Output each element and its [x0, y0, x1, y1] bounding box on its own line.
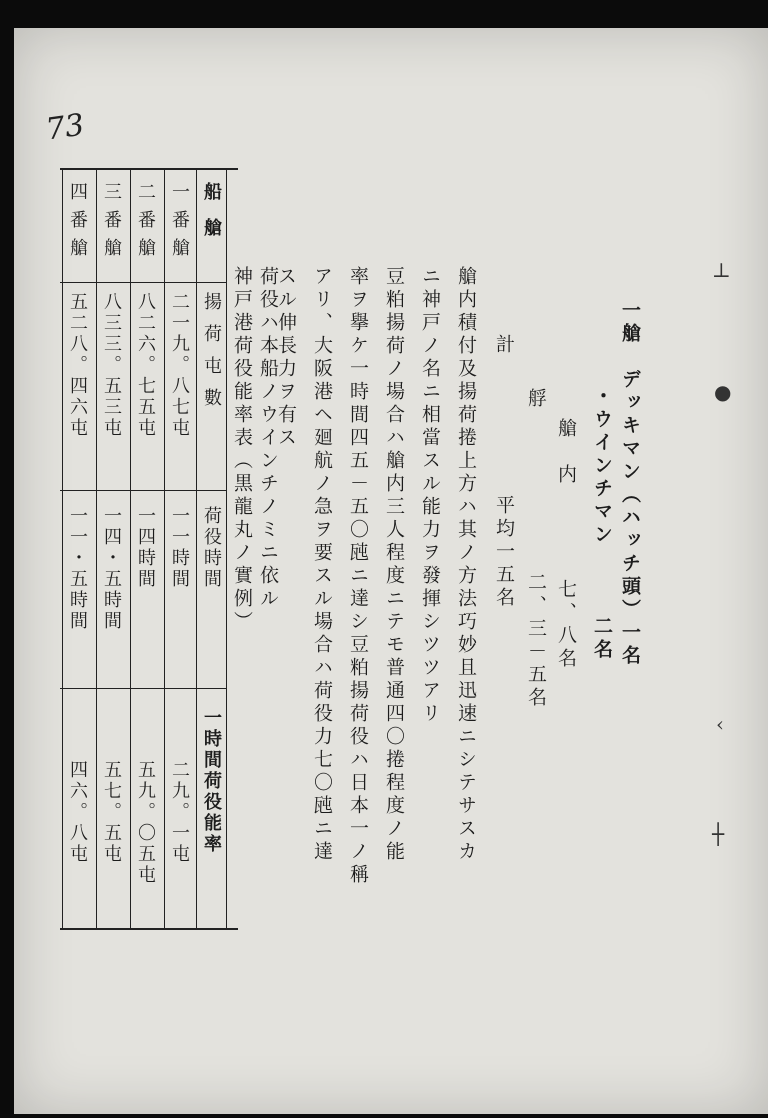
table-cell: 一番艙 [169, 182, 190, 266]
table-cell: 一一・五時間 [67, 506, 88, 632]
table-cell: 四番艙 [67, 182, 88, 266]
page-number: 73 [43, 107, 87, 148]
table-border [226, 168, 227, 928]
table-cell: 四六。八屯 [67, 760, 88, 865]
table-cell: 五二八。四六屯 [67, 292, 88, 439]
text-line-7: ニ神戸ノ名ニ相當スル能力ヲ發揮シツツアリ [419, 266, 441, 726]
table-cell: 五七。五屯 [101, 760, 122, 865]
scan-mark: ● [714, 380, 732, 404]
table-cell: 五九。〇五屯 [135, 760, 156, 886]
text-line-8: 豆粕揚荷ノ場合ハ艙内三人程度ニテモ普通四〇捲程度ノ能 [383, 266, 405, 864]
table-cell: 二一九。八七屯 [169, 292, 190, 439]
table-cell: 三番艙 [101, 182, 122, 266]
table-bottom-rule [60, 928, 238, 930]
text-line-6: 艙内積付及揚荷捲上方ハ其ノ方法巧妙且迅速ニシテサスカ [455, 266, 477, 864]
table-border [60, 282, 226, 283]
text-line-13: 神戸港荷役能率表（黒龍丸ノ實例） [231, 266, 253, 634]
table-border [60, 490, 226, 491]
text-line-5: 計 平均一五名 [493, 334, 515, 610]
scan-mark: ┼ [712, 822, 725, 846]
text-line-2: ・ウインチマン 二名 [591, 386, 613, 662]
table-cell: 八三三。五三屯 [101, 292, 122, 439]
scan-mark: ‹ [716, 712, 724, 736]
text-line-12: 荷役ハ本船ノウインチノミニ依ル [257, 266, 279, 611]
table-header-hold: 船艙 [201, 182, 222, 254]
text-line-11: スル伸長力ヲ有ス [275, 266, 297, 450]
table-cell: 二九。一屯 [169, 760, 190, 865]
table-border [60, 688, 226, 689]
text-line-3: 艙 内 七、八名 [555, 418, 577, 671]
text-line-10: アリ、大阪港ヘ廻航ノ急ヲ要スル場合ハ荷役力七〇瓲ニ達 [311, 266, 333, 864]
scan-mark: ⊥ [712, 258, 731, 282]
table-top-rule [60, 168, 238, 170]
table-cell: 一一時間 [169, 506, 190, 590]
text-line-9: 率ヲ擧ケ一時間四五－五〇瓲ニ達シ豆粕揚荷役ハ日本一ノ稱 [347, 266, 369, 887]
table-header-rate: 一時間荷役能率 [201, 708, 222, 855]
table-cell: 二番艙 [135, 182, 156, 266]
table-cell: 一四時間 [135, 506, 156, 590]
table-header-tonnage: 揚荷屯數 [201, 292, 222, 420]
text-line-4: 艀 二、三－五名 [525, 388, 547, 710]
table-header-hours: 荷役時間 [201, 506, 222, 590]
text-line-1: 一艙 デッキマン（ハッチ頭）一名 [619, 300, 641, 668]
table-cell: 八二六。七五屯 [135, 292, 156, 439]
table-cell: 一四・五時間 [101, 506, 122, 632]
